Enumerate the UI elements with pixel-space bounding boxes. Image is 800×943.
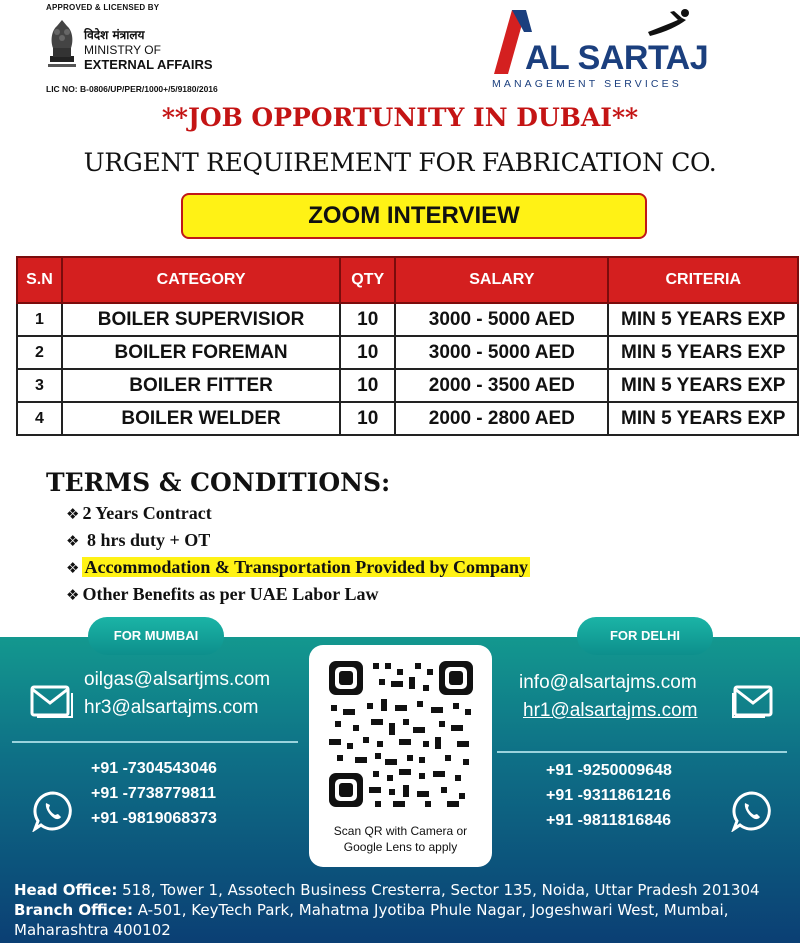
ministry-line1: MINISTRY OF xyxy=(84,43,161,57)
mumbai-label: FOR MUMBAI xyxy=(88,617,224,655)
delhi-email-1[interactable]: info@alsartajms.com xyxy=(519,672,697,693)
col-header-qty: QTY xyxy=(340,257,395,303)
delhi-email-2[interactable] xyxy=(523,697,698,724)
col-header-criteria: CRITERIA xyxy=(608,257,798,303)
term-text: 8 hrs duty + OT xyxy=(86,530,211,550)
col-header-category: CATEGORY xyxy=(62,257,340,303)
cell-sn: 2 xyxy=(17,336,62,369)
delhi-email-2-link[interactable]: hr1@alsartajms.com xyxy=(523,700,698,721)
ministry-line2: EXTERNAL AFFAIRS xyxy=(84,57,213,72)
diamond-bullet-icon: ❖ xyxy=(66,532,80,550)
branch-office-text: A-501, KeyTech Park, Mahatma Jyotiba Phule Nagar, Jogeshwari West, Mumbai, Maharashtra 400102 xyxy=(14,901,729,939)
branch-office xyxy=(14,900,794,940)
cell-sn: 3 xyxy=(17,369,62,402)
job-subtitle: URGENT REQUIREMENT FOR FABRICATION CO. xyxy=(83,148,717,177)
diamond-bullet-icon: ❖ xyxy=(66,586,80,604)
col-header-salary: SALARY xyxy=(395,257,608,303)
term-text: 2 Years Contract xyxy=(82,503,212,523)
delhi-phone-1[interactable]: +91 -9250009648 xyxy=(546,762,672,779)
cell-sn: 1 xyxy=(17,303,62,336)
terms-list xyxy=(66,501,530,609)
table-row xyxy=(17,369,798,402)
delhi-phone-3[interactable]: +91 -9811816846 xyxy=(546,812,672,829)
delhi-label: FOR DELHI xyxy=(577,617,713,655)
head-office xyxy=(14,880,794,900)
qr-card xyxy=(309,645,492,867)
terms-title: TERMS & CONDITIONS: xyxy=(46,468,391,497)
whatsapp-icon xyxy=(32,790,74,832)
brand-name: AL SARTAJ xyxy=(525,39,709,77)
table-row xyxy=(17,303,798,336)
qr-caption-line1: Scan QR with Camera or xyxy=(333,824,468,838)
diamond-bullet-icon: ❖ xyxy=(66,559,80,577)
table-row xyxy=(17,336,798,369)
branch-office-label: Branch Office: xyxy=(14,901,133,919)
cell-category: BOILER FOREMAN xyxy=(62,336,340,369)
cell-salary: 3000 - 5000 AED xyxy=(395,336,608,369)
divider xyxy=(497,751,787,753)
col-header-sn: S.N xyxy=(17,257,62,303)
table-header-row xyxy=(17,257,798,303)
cell-criteria: MIN 5 YEARS EXP xyxy=(608,402,798,435)
qr-code-icon[interactable] xyxy=(327,659,475,809)
ministry-block xyxy=(84,26,213,72)
mumbai-phone-2[interactable]: +91 -7738779811 xyxy=(91,785,217,802)
cell-sn: 4 xyxy=(17,402,62,435)
term-text: Other Benefits as per UAE Labor Law xyxy=(82,584,379,604)
job-title: **JOB OPPORTUNITY IN DUBAI** xyxy=(161,103,639,132)
cell-salary: 3000 - 5000 AED xyxy=(395,303,608,336)
cell-criteria: MIN 5 YEARS EXP xyxy=(608,336,798,369)
cell-category: BOILER WELDER xyxy=(62,402,340,435)
cell-criteria: MIN 5 YEARS EXP xyxy=(608,303,798,336)
qr-caption xyxy=(309,823,492,855)
cell-category: BOILER FITTER xyxy=(62,369,340,402)
brand-logo xyxy=(488,6,709,96)
qr-caption-line2: Google Lens to apply xyxy=(343,840,458,854)
term-text: Accommodation & Transportation Provided by Company xyxy=(84,557,528,577)
approved-by-label: APPROVED & LICENSED BY xyxy=(46,3,160,12)
head-office-text: 518, Tower 1, Assotech Business Cresterra, Sector 135, Noida, Uttar Pradesh 201304 xyxy=(122,881,760,899)
whatsapp-icon xyxy=(731,790,773,832)
mail-icon xyxy=(731,683,775,719)
list-item xyxy=(66,555,530,582)
cell-salary: 2000 - 2800 AED xyxy=(395,402,608,435)
cell-qty: 10 xyxy=(340,336,395,369)
cell-qty: 10 xyxy=(340,369,395,402)
diamond-bullet-icon: ❖ xyxy=(66,505,80,523)
cell-criteria: MIN 5 YEARS EXP xyxy=(608,369,798,402)
delhi-phone-2[interactable]: +91 -9311861216 xyxy=(546,787,672,804)
mumbai-email-1[interactable]: oilgas@alsartjms.com xyxy=(84,669,271,690)
license-number: LIC NO: B-0806/UP/PER/1000+/5/9180/2016 xyxy=(46,84,218,94)
divider xyxy=(12,741,298,743)
national-emblem-icon xyxy=(44,18,80,76)
swoosh-figure-icon xyxy=(648,9,689,36)
table-row xyxy=(17,402,798,435)
jobs-table xyxy=(16,256,799,436)
mumbai-phone-3[interactable]: +91 -9819068373 xyxy=(91,810,217,827)
list-item xyxy=(66,528,530,555)
mumbai-email-2[interactable]: hr3@alsartajms.com xyxy=(84,697,259,718)
ministry-hindi: विदेश मंत्रालय xyxy=(84,28,145,42)
office-addresses xyxy=(14,880,794,940)
cell-qty: 10 xyxy=(340,303,395,336)
cell-qty: 10 xyxy=(340,402,395,435)
head-office-label: Head Office: xyxy=(14,881,118,899)
list-item xyxy=(66,501,530,528)
cell-salary: 2000 - 3500 AED xyxy=(395,369,608,402)
cell-category: BOILER SUPERVISIOR xyxy=(62,303,340,336)
brand-subtitle: MANAGEMENT SERVICES xyxy=(492,78,682,90)
mumbai-phone-1[interactable]: +91 -7304543046 xyxy=(91,760,217,777)
list-item xyxy=(66,582,530,609)
interview-badge: ZOOM INTERVIEW xyxy=(181,193,647,239)
mail-icon xyxy=(30,683,74,719)
